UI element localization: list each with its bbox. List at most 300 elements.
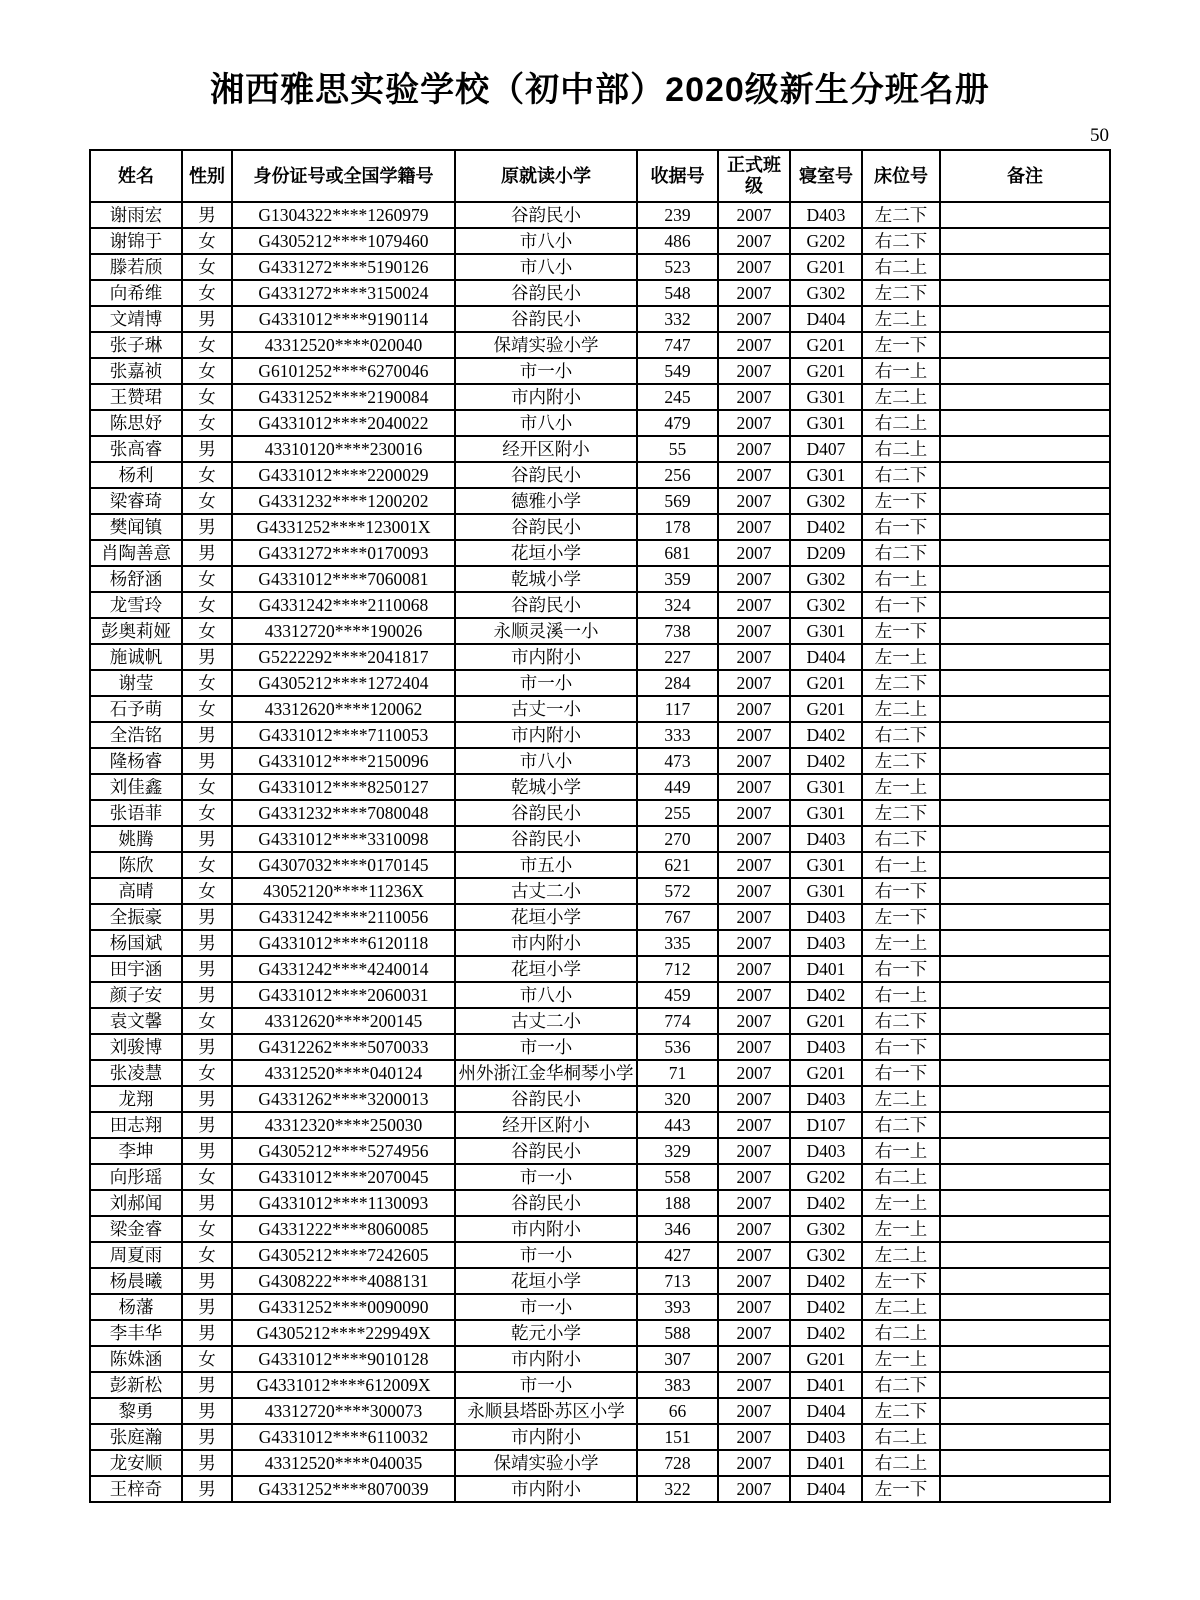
cell-id: G4331252****2190084: [232, 384, 455, 410]
cell-name: 滕若颀: [90, 254, 182, 280]
cell-dorm: D407: [790, 436, 862, 462]
table-row: [90, 1424, 1110, 1450]
cell-name: 王赞珺: [90, 384, 182, 410]
cell-gender: 男: [182, 1372, 232, 1398]
cell-class: 2007: [718, 670, 790, 696]
cell-id: 43312720****190026: [232, 618, 455, 644]
cell-class: 2007: [718, 1476, 790, 1502]
table-row: [90, 930, 1110, 956]
table-row: [90, 566, 1110, 592]
cell-note: [940, 306, 1110, 332]
cell-receipt: 738: [637, 618, 718, 644]
cell-note: [940, 774, 1110, 800]
cell-id: G4331232****1200202: [232, 488, 455, 514]
cell-school: 谷韵民小: [455, 202, 637, 228]
cell-bed: 右二下: [862, 228, 940, 254]
cell-id: G4331242****2110056: [232, 904, 455, 930]
cell-bed: 左二下: [862, 202, 940, 228]
cell-name: 隆杨睿: [90, 748, 182, 774]
cell-dorm: G301: [790, 774, 862, 800]
cell-receipt: 66: [637, 1398, 718, 1424]
cell-id: G4331252****8070039: [232, 1476, 455, 1502]
cell-dorm: D403: [790, 1034, 862, 1060]
cell-dorm: G201: [790, 254, 862, 280]
cell-gender: 男: [182, 1268, 232, 1294]
cell-id: G4331012****2070045: [232, 1164, 455, 1190]
cell-receipt: 320: [637, 1086, 718, 1112]
cell-name: 周夏雨: [90, 1242, 182, 1268]
cell-receipt: 383: [637, 1372, 718, 1398]
cell-id: 43312720****300073: [232, 1398, 455, 1424]
cell-note: [940, 514, 1110, 540]
cell-school: 市八小: [455, 228, 637, 254]
cell-gender: 女: [182, 774, 232, 800]
cell-gender: 男: [182, 1112, 232, 1138]
cell-receipt: 427: [637, 1242, 718, 1268]
cell-name: 向彤瑶: [90, 1164, 182, 1190]
cell-receipt: 255: [637, 800, 718, 826]
cell-note: [940, 384, 1110, 410]
cell-note: [940, 722, 1110, 748]
cell-class: 2007: [718, 618, 790, 644]
cell-receipt: 558: [637, 1164, 718, 1190]
cell-dorm: G202: [790, 228, 862, 254]
cell-dorm: D403: [790, 202, 862, 228]
cell-id: G4305212****1272404: [232, 670, 455, 696]
cell-bed: 右二下: [862, 722, 940, 748]
cell-dorm: G201: [790, 1346, 862, 1372]
cell-receipt: 536: [637, 1034, 718, 1060]
cell-bed: 左二下: [862, 800, 940, 826]
cell-receipt: 479: [637, 410, 718, 436]
cell-name: 文靖博: [90, 306, 182, 332]
cell-school: 市一小: [455, 1372, 637, 1398]
cell-receipt: 245: [637, 384, 718, 410]
cell-school: 市内附小: [455, 722, 637, 748]
cell-name: 全振豪: [90, 904, 182, 930]
cell-receipt: 227: [637, 644, 718, 670]
cell-name: 彭新松: [90, 1372, 182, 1398]
cell-gender: 男: [182, 306, 232, 332]
cell-id: G4331012****2040022: [232, 410, 455, 436]
cell-bed: 左二上: [862, 384, 940, 410]
cell-note: [940, 618, 1110, 644]
cell-school: 古丈二小: [455, 1008, 637, 1034]
cell-bed: 右一下: [862, 514, 940, 540]
cell-class: 2007: [718, 306, 790, 332]
table-row: [90, 410, 1110, 436]
cell-id: G4331012****2060031: [232, 982, 455, 1008]
table-row: [90, 1450, 1110, 1476]
cell-receipt: 712: [637, 956, 718, 982]
cell-class: 2007: [718, 1216, 790, 1242]
cell-name: 彭奥莉娅: [90, 618, 182, 644]
cell-gender: 女: [182, 228, 232, 254]
cell-bed: 右二上: [862, 1450, 940, 1476]
cell-note: [940, 670, 1110, 696]
cell-school: 市一小: [455, 1242, 637, 1268]
cell-bed: 左一下: [862, 1476, 940, 1502]
cell-receipt: 549: [637, 358, 718, 384]
cell-class: 2007: [718, 1450, 790, 1476]
cell-school: 市内附小: [455, 1216, 637, 1242]
cell-class: 2007: [718, 1190, 790, 1216]
cell-class: 2007: [718, 410, 790, 436]
cell-dorm: D402: [790, 1320, 862, 1346]
cell-school: 谷韵民小: [455, 592, 637, 618]
cell-bed: 左二下: [862, 748, 940, 774]
cell-gender: 男: [182, 722, 232, 748]
cell-name: 张子琳: [90, 332, 182, 358]
table-row: [90, 280, 1110, 306]
cell-id: G4331272****5190126: [232, 254, 455, 280]
cell-gender: 女: [182, 696, 232, 722]
cell-gender: 女: [182, 1216, 232, 1242]
cell-class: 2007: [718, 1372, 790, 1398]
cell-note: [940, 1424, 1110, 1450]
cell-note: [940, 644, 1110, 670]
cell-name: 陈思妤: [90, 410, 182, 436]
cell-receipt: 548: [637, 280, 718, 306]
cell-school: 花垣小学: [455, 540, 637, 566]
cell-bed: 右一下: [862, 956, 940, 982]
table-row: [90, 1086, 1110, 1112]
cell-note: [940, 228, 1110, 254]
cell-school: 花垣小学: [455, 1268, 637, 1294]
cell-bed: 右一下: [862, 1034, 940, 1060]
cell-dorm: G201: [790, 1008, 862, 1034]
cell-bed: 左一上: [862, 1190, 940, 1216]
cell-dorm: D403: [790, 1086, 862, 1112]
cell-gender: 女: [182, 670, 232, 696]
cell-bed: 右二上: [862, 1424, 940, 1450]
cell-id: G4331012****7060081: [232, 566, 455, 592]
cell-school: 保靖实验小学: [455, 1450, 637, 1476]
cell-gender: 男: [182, 1320, 232, 1346]
cell-id: 43312620****120062: [232, 696, 455, 722]
table-row: [90, 488, 1110, 514]
page-title: 湘西雅思实验学校（初中部）2020级新生分班名册: [210, 71, 990, 109]
cell-note: [940, 1320, 1110, 1346]
cell-dorm: D404: [790, 644, 862, 670]
cell-bed: 右一上: [862, 852, 940, 878]
cell-bed: 右二下: [862, 540, 940, 566]
cell-bed: 左二下: [862, 1398, 940, 1424]
table-header-name: 姓名: [90, 150, 182, 202]
cell-name: 谢莹: [90, 670, 182, 696]
cell-receipt: 256: [637, 462, 718, 488]
cell-bed: 右一上: [862, 566, 940, 592]
cell-name: 施诚帆: [90, 644, 182, 670]
cell-id: G6101252****6270046: [232, 358, 455, 384]
cell-class: 2007: [718, 774, 790, 800]
cell-school: 市内附小: [455, 930, 637, 956]
table-row: [90, 1190, 1110, 1216]
cell-receipt: 449: [637, 774, 718, 800]
cell-dorm: G202: [790, 1164, 862, 1190]
cell-note: [940, 878, 1110, 904]
cell-receipt: 322: [637, 1476, 718, 1502]
cell-bed: 左一上: [862, 1346, 940, 1372]
cell-id: G4331012****9010128: [232, 1346, 455, 1372]
cell-gender: 男: [182, 436, 232, 462]
table-row: [90, 722, 1110, 748]
cell-gender: 男: [182, 748, 232, 774]
cell-class: 2007: [718, 1424, 790, 1450]
cell-note: [940, 1476, 1110, 1502]
cell-class: 2007: [718, 956, 790, 982]
cell-gender: 女: [182, 852, 232, 878]
cell-school: 州外浙江金华桐琴小学: [455, 1060, 637, 1086]
cell-name: 李坤: [90, 1138, 182, 1164]
cell-school: 德雅小学: [455, 488, 637, 514]
cell-receipt: 569: [637, 488, 718, 514]
cell-id: G4305212****229949X: [232, 1320, 455, 1346]
cell-bed: 右二上: [862, 254, 940, 280]
cell-receipt: 473: [637, 748, 718, 774]
cell-bed: 右一上: [862, 1138, 940, 1164]
cell-gender: 男: [182, 956, 232, 982]
cell-class: 2007: [718, 1086, 790, 1112]
cell-bed: 左二上: [862, 1242, 940, 1268]
cell-receipt: 178: [637, 514, 718, 540]
cell-class: 2007: [718, 384, 790, 410]
cell-bed: 左二上: [862, 1294, 940, 1320]
cell-dorm: G302: [790, 592, 862, 618]
cell-class: 2007: [718, 332, 790, 358]
cell-id: G4305212****7242605: [232, 1242, 455, 1268]
cell-note: [940, 280, 1110, 306]
cell-dorm: D404: [790, 306, 862, 332]
cell-bed: 左一下: [862, 332, 940, 358]
cell-dorm: G201: [790, 358, 862, 384]
cell-bed: 左二上: [862, 306, 940, 332]
cell-dorm: D402: [790, 982, 862, 1008]
cell-school: 市五小: [455, 852, 637, 878]
cell-class: 2007: [718, 202, 790, 228]
cell-gender: 女: [182, 488, 232, 514]
cell-class: 2007: [718, 592, 790, 618]
cell-class: 2007: [718, 462, 790, 488]
cell-gender: 女: [182, 566, 232, 592]
cell-gender: 女: [182, 462, 232, 488]
table-row: [90, 462, 1110, 488]
cell-dorm: G302: [790, 1242, 862, 1268]
cell-note: [940, 1034, 1110, 1060]
cell-class: 2007: [718, 722, 790, 748]
table-row: [90, 228, 1110, 254]
cell-receipt: 767: [637, 904, 718, 930]
table-row: [90, 436, 1110, 462]
cell-class: 2007: [718, 280, 790, 306]
cell-school: 市八小: [455, 410, 637, 436]
cell-note: [940, 1060, 1110, 1086]
cell-class: 2007: [718, 358, 790, 384]
cell-dorm: D402: [790, 1294, 862, 1320]
cell-id: G4331012****7110053: [232, 722, 455, 748]
cell-school: 乾城小学: [455, 566, 637, 592]
table-row: [90, 1164, 1110, 1190]
cell-id: G4312262****5070033: [232, 1034, 455, 1060]
cell-bed: 右二上: [862, 1164, 940, 1190]
table-row: [90, 826, 1110, 852]
cell-school: 市内附小: [455, 1424, 637, 1450]
cell-school: 市八小: [455, 982, 637, 1008]
cell-bed: 左二下: [862, 670, 940, 696]
cell-school: 谷韵民小: [455, 1138, 637, 1164]
cell-id: G1304322****1260979: [232, 202, 455, 228]
cell-receipt: 588: [637, 1320, 718, 1346]
cell-name: 谢锦于: [90, 228, 182, 254]
cell-gender: 女: [182, 1346, 232, 1372]
cell-name: 袁文馨: [90, 1008, 182, 1034]
page-number: 50: [1090, 125, 1109, 147]
table-row: [90, 670, 1110, 696]
cell-note: [940, 1398, 1110, 1424]
cell-id: G4331272****3150024: [232, 280, 455, 306]
cell-id: G4331242****4240014: [232, 956, 455, 982]
cell-name: 颜子安: [90, 982, 182, 1008]
cell-dorm: D403: [790, 1138, 862, 1164]
cell-bed: 左二上: [862, 1086, 940, 1112]
cell-gender: 男: [182, 1034, 232, 1060]
cell-dorm: G201: [790, 670, 862, 696]
cell-receipt: 151: [637, 1424, 718, 1450]
cell-class: 2007: [718, 1060, 790, 1086]
cell-id: 43052120****11236X: [232, 878, 455, 904]
cell-receipt: 359: [637, 566, 718, 592]
cell-bed: 右二上: [862, 410, 940, 436]
cell-name: 石予萌: [90, 696, 182, 722]
cell-id: G4308222****4088131: [232, 1268, 455, 1294]
table-row: [90, 592, 1110, 618]
cell-receipt: 333: [637, 722, 718, 748]
cell-class: 2007: [718, 748, 790, 774]
cell-bed: 右二下: [862, 1372, 940, 1398]
cell-gender: 女: [182, 254, 232, 280]
cell-school: 市一小: [455, 670, 637, 696]
cell-receipt: 393: [637, 1294, 718, 1320]
table-row: [90, 540, 1110, 566]
cell-school: 谷韵民小: [455, 800, 637, 826]
cell-gender: 女: [182, 592, 232, 618]
cell-note: [940, 800, 1110, 826]
cell-id: 43312520****040035: [232, 1450, 455, 1476]
cell-class: 2007: [718, 436, 790, 462]
cell-dorm: G301: [790, 852, 862, 878]
cell-gender: 女: [182, 1008, 232, 1034]
cell-name: 田志翔: [90, 1112, 182, 1138]
cell-dorm: G302: [790, 566, 862, 592]
table-row: [90, 306, 1110, 332]
cell-name: 向希维: [90, 280, 182, 306]
cell-id: G4331272****0170093: [232, 540, 455, 566]
cell-note: [940, 1164, 1110, 1190]
cell-receipt: 324: [637, 592, 718, 618]
cell-gender: 男: [182, 1476, 232, 1502]
cell-dorm: G301: [790, 618, 862, 644]
cell-name: 李丰华: [90, 1320, 182, 1346]
cell-bed: 右一上: [862, 982, 940, 1008]
cell-school: 市一小: [455, 358, 637, 384]
cell-receipt: 329: [637, 1138, 718, 1164]
cell-id: 43310120****230016: [232, 436, 455, 462]
cell-school: 谷韵民小: [455, 514, 637, 540]
table-header-dorm: 寝室号: [790, 150, 862, 202]
cell-id: G4305212****1079460: [232, 228, 455, 254]
cell-note: [940, 930, 1110, 956]
cell-id: 43312520****040124: [232, 1060, 455, 1086]
cell-school: 花垣小学: [455, 956, 637, 982]
cell-note: [940, 1294, 1110, 1320]
table-row: [90, 332, 1110, 358]
cell-name: 王梓奇: [90, 1476, 182, 1502]
cell-class: 2007: [718, 1242, 790, 1268]
cell-school: 谷韵民小: [455, 1190, 637, 1216]
cell-id: 43312620****200145: [232, 1008, 455, 1034]
cell-name: 梁金睿: [90, 1216, 182, 1242]
cell-gender: 男: [182, 1190, 232, 1216]
cell-school: 市八小: [455, 254, 637, 280]
cell-gender: 女: [182, 1242, 232, 1268]
cell-receipt: 713: [637, 1268, 718, 1294]
cell-dorm: D402: [790, 748, 862, 774]
cell-dorm: G302: [790, 1216, 862, 1242]
cell-bed: 左一下: [862, 1268, 940, 1294]
table-header-row: [90, 150, 1110, 202]
cell-class: 2007: [718, 1398, 790, 1424]
cell-gender: 男: [182, 514, 232, 540]
cell-id: G4331232****7080048: [232, 800, 455, 826]
cell-name: 杨利: [90, 462, 182, 488]
cell-id: G4331012****8250127: [232, 774, 455, 800]
cell-id: G4331012****1130093: [232, 1190, 455, 1216]
table-row: [90, 904, 1110, 930]
cell-note: [940, 488, 1110, 514]
table-header-receipt: 收据号: [637, 150, 718, 202]
cell-note: [940, 358, 1110, 384]
cell-note: [940, 1190, 1110, 1216]
cell-school: 谷韵民小: [455, 462, 637, 488]
cell-gender: 男: [182, 1398, 232, 1424]
table-row: [90, 254, 1110, 280]
cell-dorm: D404: [790, 1398, 862, 1424]
cell-dorm: G201: [790, 1060, 862, 1086]
cell-class: 2007: [718, 1138, 790, 1164]
cell-receipt: 443: [637, 1112, 718, 1138]
cell-name: 陈欣: [90, 852, 182, 878]
cell-id: 43312520****020040: [232, 332, 455, 358]
cell-class: 2007: [718, 878, 790, 904]
cell-dorm: D403: [790, 930, 862, 956]
cell-school: 永顺县塔卧苏区小学: [455, 1398, 637, 1424]
cell-gender: 男: [182, 1086, 232, 1112]
cell-dorm: D402: [790, 514, 862, 540]
cell-note: [940, 1450, 1110, 1476]
cell-id: G4331012****2200029: [232, 462, 455, 488]
table-row: [90, 1294, 1110, 1320]
cell-note: [940, 462, 1110, 488]
cell-receipt: 728: [637, 1450, 718, 1476]
cell-note: [940, 1372, 1110, 1398]
cell-id: G4331012****2150096: [232, 748, 455, 774]
cell-id: G4331242****2110068: [232, 592, 455, 618]
cell-name: 张嘉祯: [90, 358, 182, 384]
cell-bed: 左一上: [862, 644, 940, 670]
cell-class: 2007: [718, 826, 790, 852]
cell-gender: 女: [182, 332, 232, 358]
student-roster-table: [89, 149, 1111, 1503]
